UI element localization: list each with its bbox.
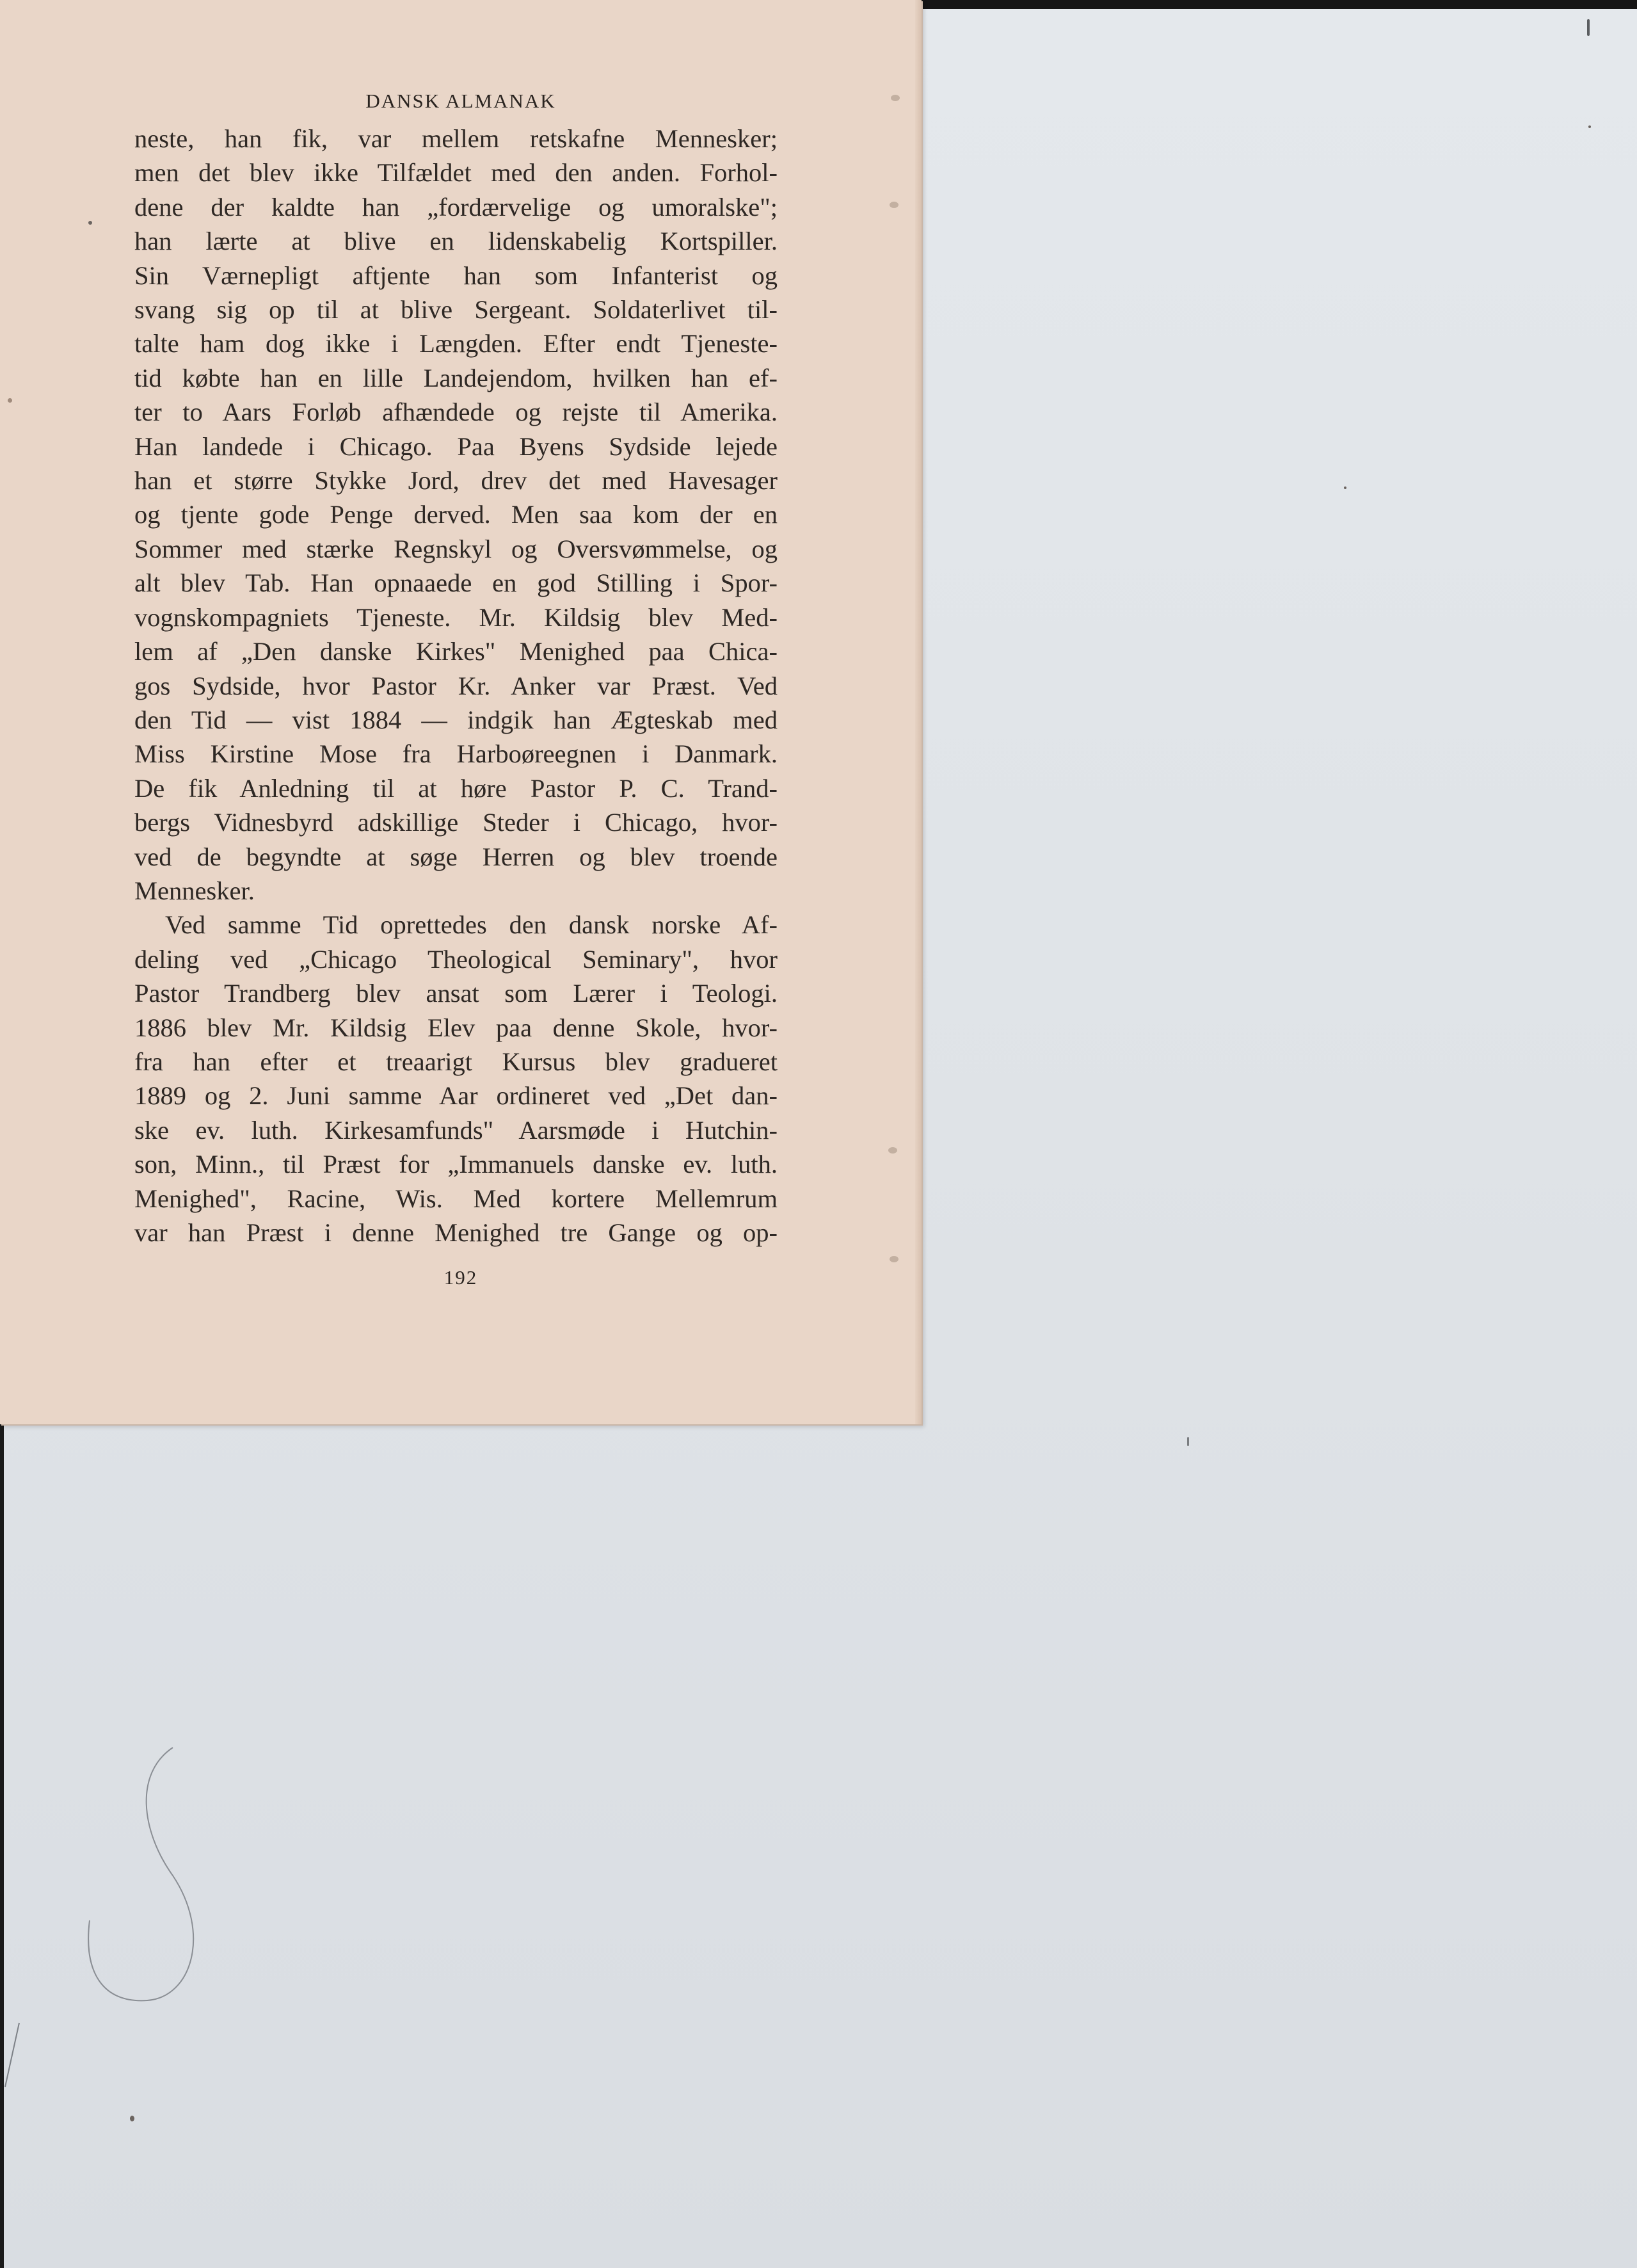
staple-mark (891, 95, 900, 101)
ink-speck (88, 221, 92, 225)
scan-edge-top (922, 0, 1637, 9)
page-edge-shadow (915, 0, 922, 1424)
text-line: lem af „Den danske Kirkes" Menighed paa Chica- (134, 637, 778, 666)
page-body-text (134, 122, 778, 1250)
text-line: 1886 blev Mr. Kildsig Elev paa denne Skole, hvor- (134, 1013, 778, 1042)
text-line: var han Præst i denne Menighed tre Gange og op- (134, 1218, 778, 1247)
hair-debris (64, 1728, 230, 2023)
text-line: deling ved „Chicago Theological Seminary", hvor (134, 944, 778, 974)
text-line: son, Minn., til Præst for „Immanuels danske ev. luth. (134, 1150, 778, 1179)
text-line: Miss Kirstine Mose fra Harboøreegnen i Danmark. (134, 739, 778, 769)
dust-speck (1588, 125, 1591, 128)
text-line: ved de begyndte at søge Herren og blev troende (134, 842, 778, 871)
text-line: den Tid — vist 1884 — indgik han Ægteskab med (134, 705, 778, 734)
text-line: bergs Vidnesbyrd adskillige Steder i Chicago, hvor- (134, 808, 778, 837)
ink-speck (8, 398, 12, 403)
dust-speck (1187, 1437, 1189, 1446)
text-line: Menighed", Racine, Wis. Med kortere Mellemrum (134, 1184, 778, 1213)
staple-mark (888, 1147, 897, 1154)
text-line: tid købte han en lille Landejendom, hvilken han ef- (134, 363, 778, 392)
dust-speck (1344, 487, 1346, 489)
text-line: Han landede i Chicago. Paa Byens Sydside lejede (134, 431, 778, 461)
text-line: Ved samme Tid oprettedes den dansk norske Af- (165, 910, 778, 940)
scan-edge-left (0, 1424, 4, 2268)
text-line: men det blev ikke Tilfældet med den anden. Forhol- (134, 158, 778, 188)
text-line: og tjente gode Penge derved. Men saa kom der en (134, 500, 778, 529)
text-line: dene der kaldte han „fordærvelige og umoralske"; (134, 192, 778, 221)
page-number: 192 (443, 1266, 478, 1289)
text-line: neste, han fik, var mellem retskafne Mennesker; (134, 124, 778, 153)
text-line: vognskompagniets Tjeneste. Mr. Kildsig blev Med- (134, 602, 778, 632)
text-line: ske ev. luth. Kirkesamfunds" Aarsmøde i Hutchin- (134, 1115, 778, 1145)
text-line: Pastor Trandberg blev ansat som Lærer i Teologi. (134, 979, 778, 1008)
text-line: 1889 og 2. Juni samme Aar ordineret ved „Det dan- (134, 1081, 778, 1111)
text-line: alt blev Tab. Han opnaaede en god Stilling i Spor- (134, 568, 778, 598)
hair-debris (0, 2016, 26, 2093)
text-line: han et større Stykke Jord, drev det med Havesager (134, 466, 778, 495)
staple-mark (890, 202, 898, 208)
text-line: talte ham dog ikke i Længden. Efter endt Tjeneste- (134, 329, 778, 358)
text-line: Sommer med stærke Regnskyl og Oversvømmelse, og (134, 534, 778, 563)
book-page (0, 0, 922, 1424)
text-line: svang sig op til at blive Sergeant. Soldaterlivet til- (134, 295, 778, 325)
dust-speck (130, 2116, 134, 2121)
staple-mark (890, 1256, 898, 1262)
text-line: Sin Værnepligt aftjente han som Infanterist og (134, 261, 778, 290)
text-line: De fik Anledning til at høre Pastor P. C. Trand- (134, 773, 778, 803)
text-line: han lærte at blive en lidenskabelig Kortspiller. (134, 227, 778, 256)
text-line: fra han efter et treaarigt Kursus blev gradueret (134, 1047, 778, 1076)
text-line: gos Sydside, hvor Pastor Kr. Anker var Præst. Ved (134, 671, 778, 700)
text-line: ter to Aars Forløb afhændede og rejste til Amerika. (134, 398, 778, 427)
text-line: Mennesker. (134, 876, 255, 905)
dust-speck (1587, 19, 1590, 36)
running-head: DANSK ALMANAK (365, 90, 556, 112)
